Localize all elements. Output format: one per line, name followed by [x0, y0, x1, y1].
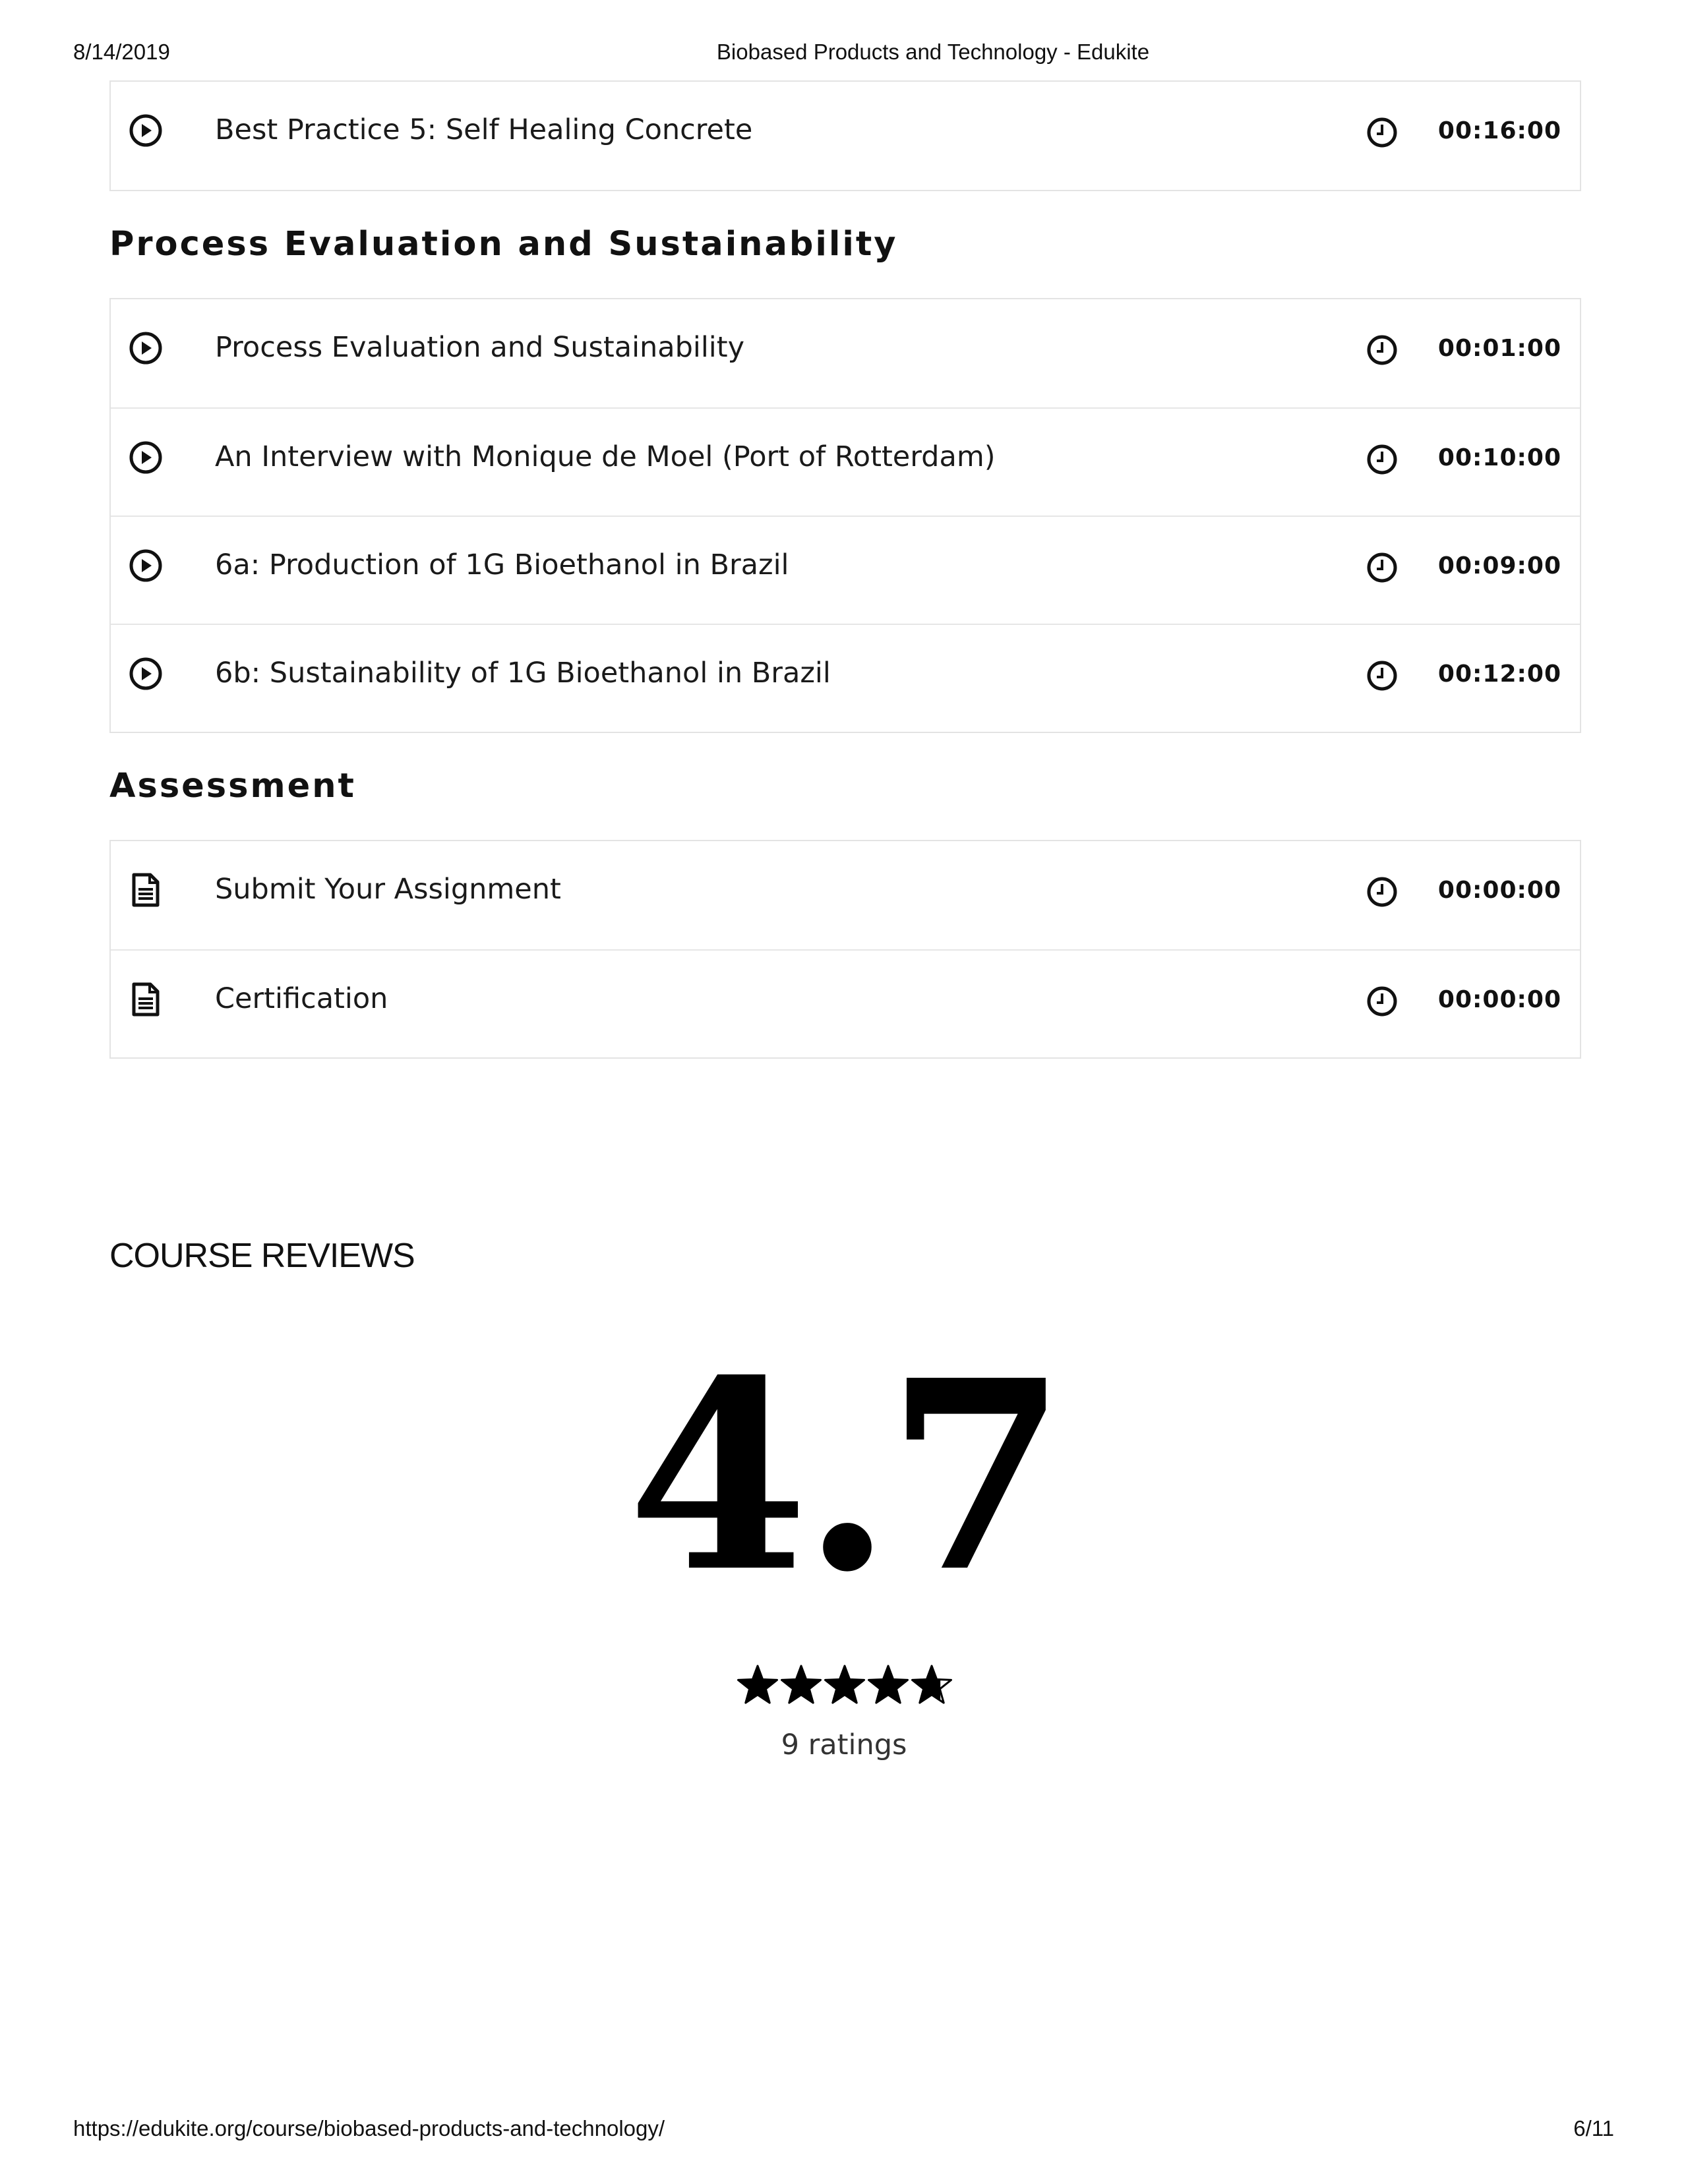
lesson-duration: 00:00:00 — [1437, 877, 1561, 904]
document-icon — [128, 872, 164, 908]
lesson-row[interactable] — [111, 82, 1580, 190]
clock-icon — [1366, 875, 1399, 908]
course-reviews-heading: COURSE REVIEWS — [109, 1237, 415, 1276]
print-header — [0, 40, 1688, 69]
average-rating: 4.7 — [627, 1324, 1061, 1630]
lesson-list — [109, 840, 1581, 1059]
lesson-title[interactable]: Certification — [215, 982, 388, 1015]
lesson-row[interactable] — [111, 299, 1580, 407]
section-heading: Assessment — [109, 767, 356, 806]
play-circle-icon — [128, 330, 164, 366]
lesson-duration: 00:10:00 — [1437, 444, 1561, 471]
print-url: https://edukite.org/course/biobased-products-and-technology/ — [73, 2116, 665, 2140]
ratings-count: 9 ratings — [781, 1728, 907, 1761]
lesson-list — [109, 80, 1581, 191]
clock-icon — [1366, 334, 1399, 367]
print-page-number: 6/11 — [1573, 2116, 1614, 2140]
lesson-row[interactable] — [111, 516, 1580, 624]
play-circle-icon — [128, 440, 164, 475]
play-circle-icon — [128, 113, 164, 148]
clock-icon — [1366, 659, 1399, 692]
lesson-title[interactable]: Submit Your Assignment — [215, 873, 561, 906]
lesson-duration: 00:09:00 — [1437, 552, 1561, 579]
lesson-row[interactable] — [111, 624, 1580, 732]
clock-icon — [1366, 551, 1399, 584]
play-circle-icon — [128, 548, 164, 583]
star-icon — [869, 1666, 908, 1703]
lesson-title[interactable]: Process Evaluation and Sustainability — [215, 331, 745, 364]
lesson-title[interactable]: 6a: Production of 1G Bioethanol in Brazil — [215, 548, 789, 581]
clock-icon — [1366, 985, 1399, 1018]
lesson-duration: 00:01:00 — [1437, 335, 1561, 362]
section-heading: Process Evaluation and Sustainability — [109, 225, 898, 264]
document-icon — [128, 982, 164, 1017]
print-footer — [0, 2116, 1688, 2145]
clock-icon — [1366, 443, 1399, 476]
course-curriculum — [109, 80, 1581, 1059]
star-icon — [826, 1666, 864, 1703]
star-icon — [913, 1666, 951, 1703]
lesson-duration: 00:00:00 — [1437, 986, 1561, 1013]
lesson-row[interactable] — [111, 841, 1580, 949]
lesson-list — [109, 298, 1581, 733]
lesson-duration: 00:12:00 — [1437, 661, 1561, 688]
lesson-title[interactable]: Best Practice 5: Self Healing Concrete — [215, 113, 753, 146]
clock-icon — [1366, 116, 1399, 149]
star-icon — [738, 1666, 777, 1703]
lesson-title[interactable]: 6b: Sustainability of 1G Bioethanol in Brazil — [215, 657, 831, 690]
lesson-row[interactable] — [111, 407, 1580, 516]
lesson-duration: 00:16:00 — [1437, 117, 1561, 144]
lesson-title[interactable]: An Interview with Monique de Moel (Port of Rotterdam) — [215, 440, 996, 473]
star-rating — [736, 1663, 953, 1707]
print-page-title: Biobased Products and Technology - Edukite — [716, 40, 1150, 64]
print-date: 8/14/2019 — [73, 40, 170, 64]
play-circle-icon — [128, 656, 164, 692]
star-icon — [782, 1666, 821, 1703]
lesson-row[interactable] — [111, 949, 1580, 1057]
